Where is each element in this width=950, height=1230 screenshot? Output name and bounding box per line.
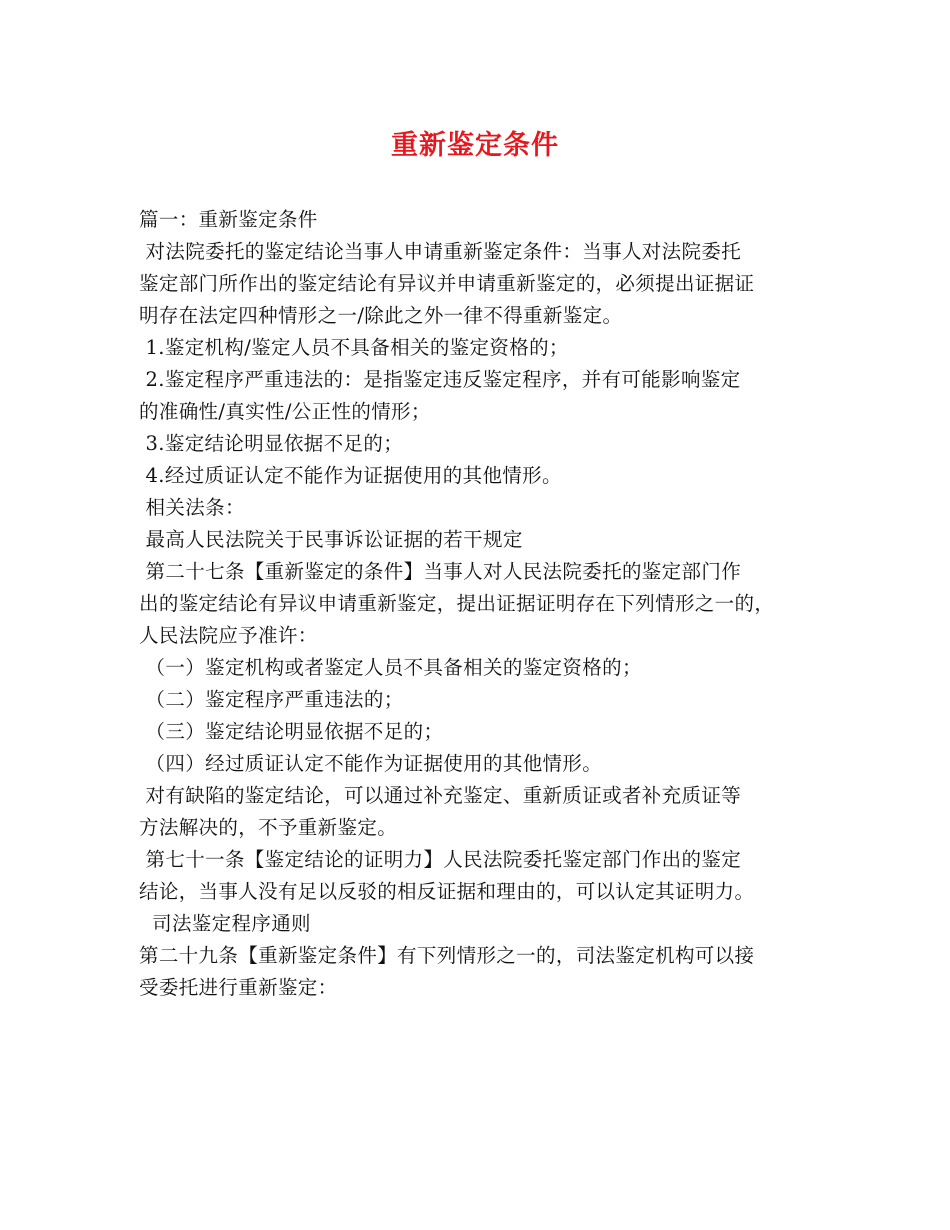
text-line: 对有缺陷的鉴定结论，可以通过补充鉴定、重新质证或者补充质证等 (139, 784, 742, 807)
text-line: 司法鉴定程序通则 (139, 912, 311, 935)
text-line: 结论，当事人没有足以反驳的相反证据和理由的，可以认定其证明力。 (139, 880, 755, 903)
text-line: 第七十一条【鉴定结论的证明力】人民法院委托鉴定部门作出的鉴定 (139, 848, 742, 871)
text-line: 4.经过质证认定不能作为证据使用的其他情形。 (139, 464, 562, 487)
text-line: 鉴定部门所作出的鉴定结论有异议并申请重新鉴定的，必须提出证据证 (139, 272, 755, 295)
text-line: 第二十七条【重新鉴定的条件】当事人对人民法院委托的鉴定部门作 (139, 560, 742, 583)
text-line: 出的鉴定结论有异议申请重新鉴定，提出证据证明存在下列情形之一的， (139, 592, 775, 615)
text-line: 相关法条： (139, 496, 245, 519)
text-line: 1.鉴定机构/鉴定人员不具备相关的鉴定资格的； (139, 336, 569, 359)
text-line: （一）鉴定机构或者鉴定人员不具备相关的鉴定资格的； (139, 656, 642, 679)
text-line: 3.鉴定结论明显依据不足的； (139, 432, 404, 455)
text-line: （二）鉴定程序严重违法的； (139, 688, 404, 711)
text-line: （三）鉴定结论明显依据不足的； (139, 720, 444, 743)
text-line: 明存在法定四种情形之一/除此之外一律不得重新鉴定。 (139, 304, 623, 327)
text-line: 2.鉴定程序严重违法的：是指鉴定违反鉴定程序，并有可能影响鉴定 (139, 368, 741, 391)
document-body (139, 204, 819, 1004)
page-title: 重新鉴定条件 (391, 130, 559, 161)
text-line: 第二十九条【重新鉴定条件】有下列情形之一的，司法鉴定机构可以接 (139, 944, 755, 967)
text-line: 篇一：重新鉴定条件 (139, 208, 318, 231)
text-line: 最高人民法院关于民事诉讼证据的若干规定 (139, 528, 523, 551)
text-line: 受委托进行重新鉴定： (139, 976, 338, 999)
text-line: （四）经过质证认定不能作为证据使用的其他情形。 (139, 752, 603, 775)
text-line: 人民法院应予准许： (139, 624, 318, 647)
text-line: 对法院委托的鉴定结论当事人申请重新鉴定条件：当事人对法院委托 (139, 240, 742, 263)
text-line: 的准确性/真实性/公正性的情形； (139, 400, 431, 423)
text-line: 方法解决的，不予重新鉴定。 (139, 816, 398, 839)
